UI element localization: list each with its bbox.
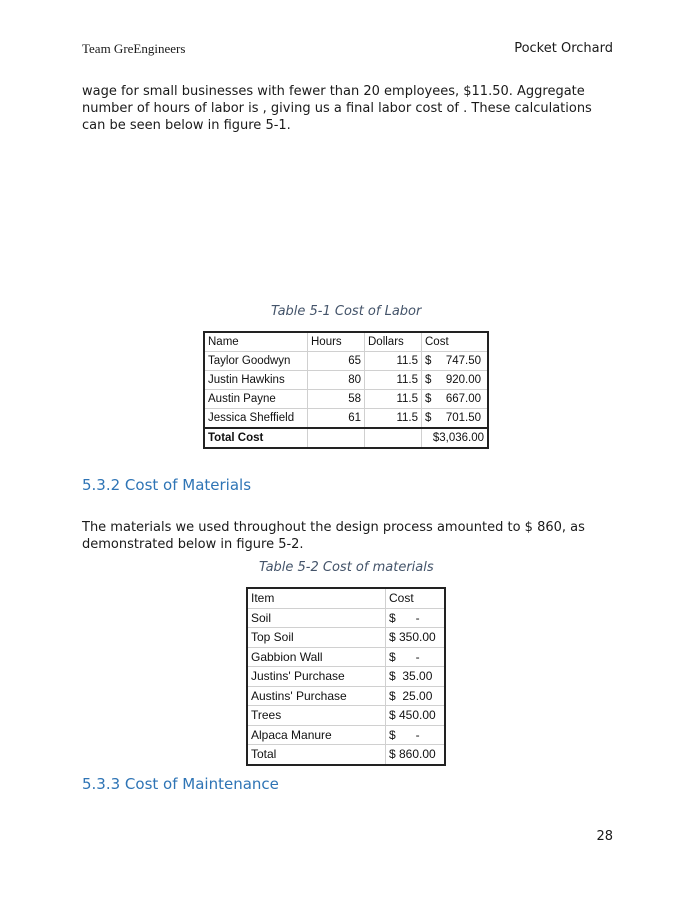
cost-amount: 747.50: [445, 355, 481, 367]
materials-line-1: The materials we used throughout the design process amounted to $ 860, as: [82, 520, 585, 535]
labor-cost: [422, 390, 489, 409]
materials-total-value: $ 860.00: [386, 745, 446, 765]
header-cost: Cost: [422, 332, 489, 352]
empty-cell: [308, 428, 365, 448]
materials-total-label: Total: [247, 745, 386, 765]
empty-cell: [365, 428, 422, 448]
currency-symbol: $: [425, 412, 432, 424]
materials-table-caption: Table 5-2 Cost of materials: [259, 560, 434, 575]
table-row: [247, 647, 445, 667]
material-item: Austins' Purchase: [247, 686, 386, 706]
materials-line-2: demonstrated below in figure 5-2.: [82, 537, 304, 552]
labor-table-caption: Table 5-1 Cost of Labor: [271, 304, 422, 319]
cost-amount: 920.00: [445, 374, 481, 386]
table-row: [247, 686, 445, 706]
material-cost: $ -: [386, 647, 446, 667]
total-cost-value: $3,036.00: [422, 428, 489, 448]
labor-cost: [422, 352, 489, 371]
labor-hours: 58: [308, 390, 365, 409]
labor-dollars: 11.5: [365, 390, 422, 409]
header-project-name: Pocket Orchard: [514, 41, 613, 56]
section-heading-materials: 5.3.2 Cost of Materials: [82, 476, 252, 494]
labor-name: Austin Payne: [204, 390, 308, 409]
materials-paragraph: [82, 519, 622, 553]
material-item: Alpaca Manure: [247, 725, 386, 745]
materials-total-row: [247, 745, 445, 765]
material-cost: $ 35.00: [386, 667, 446, 687]
materials-cost-table: [246, 587, 446, 766]
header-name: Name: [204, 332, 308, 352]
labor-dollars: 11.5: [365, 352, 422, 371]
table-row: [247, 706, 445, 726]
material-item: Soil: [247, 608, 386, 628]
labor-cost: [422, 409, 489, 429]
labor-cost-table: [203, 331, 489, 449]
material-item: Trees: [247, 706, 386, 726]
material-item: Gabbion Wall: [247, 647, 386, 667]
currency-symbol: $: [425, 355, 432, 367]
table-row: [204, 352, 488, 371]
material-cost: $ -: [386, 608, 446, 628]
labor-cost: [422, 371, 489, 390]
currency-symbol: $: [425, 393, 432, 405]
cost-amount: 667.00: [445, 393, 481, 405]
header-item: Item: [247, 588, 386, 608]
header-team-name: Team GreEngineers: [82, 41, 186, 56]
labor-header-row: [204, 332, 488, 352]
page-number: 28: [596, 829, 613, 844]
material-item: Justins' Purchase: [247, 667, 386, 687]
currency-symbol: $: [425, 374, 432, 386]
table-row: [247, 667, 445, 687]
total-cost-label: Total Cost: [204, 428, 308, 448]
materials-header-row: [247, 588, 445, 608]
labor-total-row: [204, 428, 488, 448]
intro-line-1: wage for small businesses with fewer than 20 employees, $11.50. Aggregate: [82, 84, 585, 99]
material-item: Top Soil: [247, 628, 386, 648]
table-row: [247, 628, 445, 648]
intro-paragraph: [82, 83, 622, 134]
intro-line-3: can be seen below in figure 5-1.: [82, 118, 291, 133]
labor-hours: 80: [308, 371, 365, 390]
table-row: [204, 371, 488, 390]
material-cost: $ 350.00: [386, 628, 446, 648]
labor-name: Jessica Sheffield: [204, 409, 308, 429]
table-row: [204, 409, 488, 429]
labor-hours: 65: [308, 352, 365, 371]
header-hours: Hours: [308, 332, 365, 352]
table-row: [247, 608, 445, 628]
header-dollars: Dollars: [365, 332, 422, 352]
labor-name: Justin Hawkins: [204, 371, 308, 390]
labor-hours: 61: [308, 409, 365, 429]
material-cost: $ -: [386, 725, 446, 745]
cost-amount: 701.50: [445, 412, 481, 424]
labor-name: Taylor Goodwyn: [204, 352, 308, 371]
intro-line-2: number of hours of labor is , giving us a final labor cost of . These calculations: [82, 101, 592, 116]
section-heading-maintenance: 5.3.3 Cost of Maintenance: [82, 775, 279, 793]
table-row: [247, 725, 445, 745]
table-row: [204, 390, 488, 409]
material-cost: $ 450.00: [386, 706, 446, 726]
material-cost: $ 25.00: [386, 686, 446, 706]
header-cost: Cost: [386, 588, 446, 608]
labor-dollars: 11.5: [365, 371, 422, 390]
labor-dollars: 11.5: [365, 409, 422, 429]
